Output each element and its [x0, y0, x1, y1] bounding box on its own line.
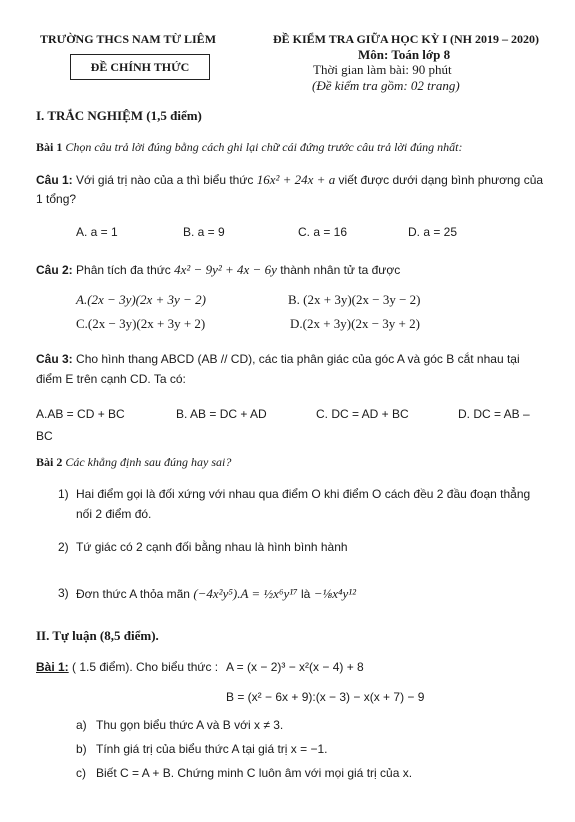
- q3-option-c: C. DC = AD + BC: [316, 407, 409, 421]
- q3-text-wrap: điểm E trên cạnh CD. Ta có:: [36, 372, 186, 386]
- bai2-instruction: Các khẳng định sau đúng hay sai?: [65, 455, 232, 469]
- pages-note: (Đề kiểm tra gồm: 02 trang): [312, 78, 460, 93]
- q2-text: Phân tích đa thức: [76, 263, 171, 277]
- exam-title: ĐỀ KIỂM TRA GIỮA HỌC KỲ I (NH 2019 – 2020): [273, 32, 540, 46]
- task-b-text: Tính giá trị của biểu thức A tại giá trị x = −1.: [96, 742, 328, 756]
- part2-title: II. Tự luận (8,5 điểm).: [36, 628, 159, 643]
- task-a-text: Thu gọn biểu thức A và B với x ≠ 3.: [96, 718, 284, 732]
- subject: Môn: Toán lớp 8: [358, 47, 451, 62]
- bai2-line: [36, 455, 231, 470]
- q1-text-continued: viết được dưới dạng bình phương của: [338, 173, 544, 187]
- q3-option-a: A.AB = CD + BC: [36, 407, 125, 421]
- q2-label: Câu 2:: [36, 263, 73, 277]
- q2-option-c: C.(2x − 3y)(2x + 3y + 2): [76, 316, 206, 331]
- statement-3-text: Đơn thức A thỏa mãn: [76, 587, 190, 601]
- statement-2-num: 2): [58, 540, 69, 554]
- bai1-label: Bài 1: [36, 140, 63, 154]
- q2-text-continued: thành nhân tử ta được: [280, 263, 401, 277]
- q1-line: [36, 172, 543, 188]
- statement-3-mid: là: [301, 587, 311, 601]
- q3-option-d-wrap: BC: [36, 429, 53, 443]
- q3-option-d: D. DC = AB –: [458, 407, 530, 421]
- q2-option-d: D.(2x + 3y)(2x − 3y + 2): [290, 316, 420, 331]
- q3-option-b: B. AB = DC + AD: [176, 407, 267, 421]
- q1-option-a: A. a = 1: [76, 225, 118, 239]
- q1-label: Câu 1:: [36, 173, 73, 187]
- bai1-instruction: Chọn câu trả lời đúng bằng cách ghi lại chữ cái đứng trước câu trả lời đúng nhất:: [65, 140, 463, 154]
- expression-b: B = (x² − 6x + 9):(x − 3) − x(x + 7) − 9: [226, 690, 425, 704]
- official-label: ĐỀ CHÍNH THỨC: [90, 60, 190, 74]
- statement-3-expression-2: −⅛x⁴y¹²: [313, 586, 357, 601]
- task-a-label: a): [76, 718, 87, 732]
- statement-1-text-wrap: nối 2 điểm đó.: [76, 507, 152, 521]
- official-stamp-box: [70, 54, 210, 80]
- task-b-label: b): [76, 742, 87, 756]
- part2-bai1-line: [36, 660, 218, 674]
- q2-option-a: A.(2x − 3y)(2x + 3y − 2): [76, 292, 206, 307]
- statement-1-num: 1): [58, 487, 69, 501]
- q3-line: [36, 352, 520, 366]
- q2-option-b: B. (2x + 3y)(2x − 3y − 2): [288, 292, 421, 307]
- statement-3-num: 3): [58, 586, 69, 600]
- q1-option-d: D. a = 25: [408, 225, 458, 239]
- q1-text-wrap: 1 tổng?: [36, 192, 77, 206]
- statement-3-expression: (−4x²y⁵).A = ½x⁶y¹⁷: [193, 586, 298, 601]
- q1-option-c: C. a = 16: [298, 225, 348, 239]
- q1-option-b: B. a = 9: [183, 225, 225, 239]
- q2-expression: 4x² − 9y² + 4x − 6y: [174, 262, 277, 277]
- statement-2-text: Tứ giác có 2 cạnh đối bằng nhau là hình bình hành: [76, 540, 348, 554]
- duration: Thời gian làm bài: 90 phút: [313, 62, 452, 77]
- q1-expression: 16x² + 24x + a: [256, 172, 336, 187]
- part2-bai1-label: Bài 1:: [36, 660, 69, 674]
- q3-text: Cho hình thang ABCD (AB // CD), các tia phân giác của góc A và góc B cắt nhau tại: [76, 352, 520, 366]
- expression-a: A = (x − 2)³ − x²(x − 4) + 8: [226, 660, 364, 674]
- q3-label: Câu 3:: [36, 352, 73, 366]
- part2-bai1-points: ( 1.5 điểm). Cho biểu thức :: [72, 660, 219, 674]
- task-c-text: Biết C = A + B. Chứng minh C luôn âm với mọi giá trị của x.: [96, 766, 413, 780]
- bai1-line: [36, 140, 463, 155]
- task-c-label: c): [76, 766, 86, 780]
- statement-1-text: Hai điểm gọi là đối xứng với nhau qua điểm O khi điểm O cách đều 2 đầu đoạn thẳng: [76, 487, 531, 501]
- q1-text: Với giá trị nào của a thì biểu thức: [76, 173, 254, 187]
- bai2-label: Bài 2: [36, 455, 63, 469]
- q2-line: [36, 262, 400, 278]
- school-name: TRƯỜNG THCS NAM TỪ LIÊM: [40, 32, 217, 46]
- part1-title: I. TRẮC NGHIỆM (1,5 điểm): [36, 108, 202, 123]
- statement-3-line: [76, 586, 356, 602]
